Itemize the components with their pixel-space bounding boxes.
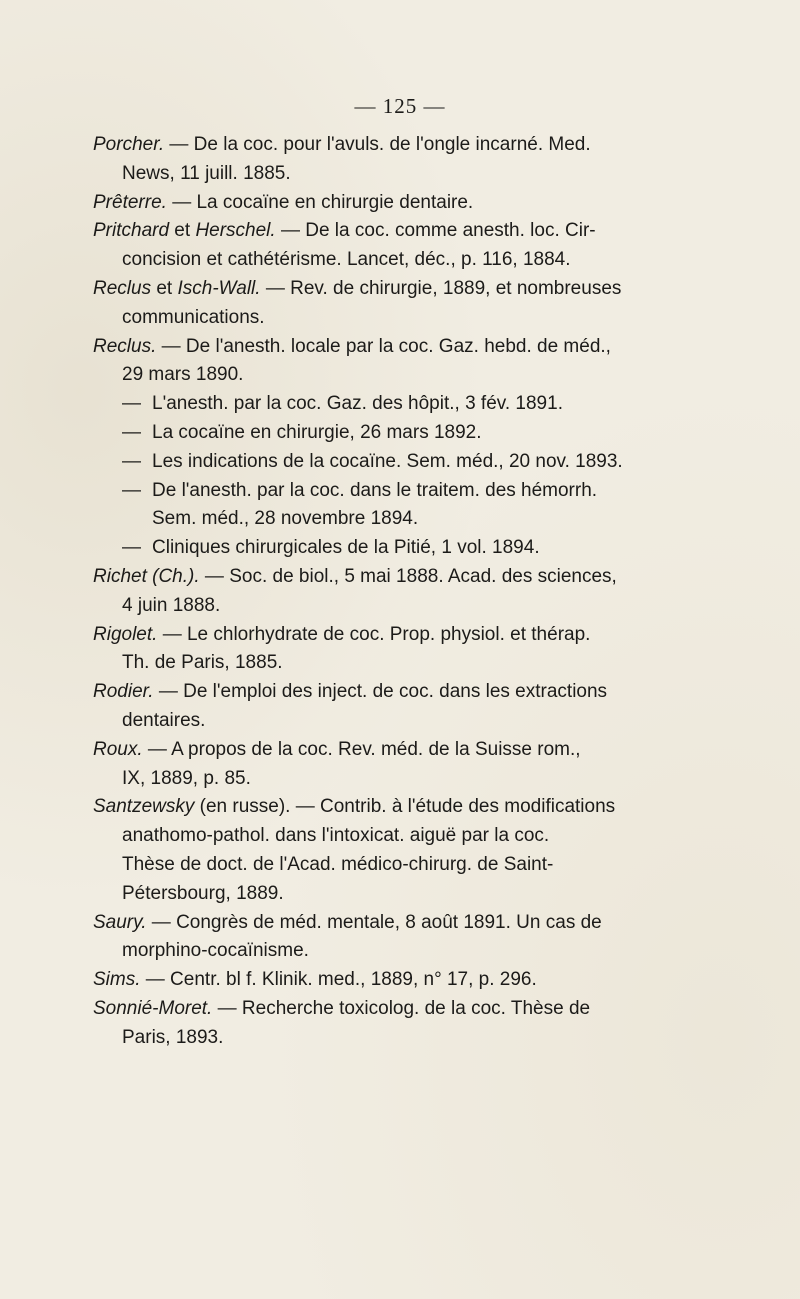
entry-text: — La cocaïne en chirurgie dentaire. <box>166 191 474 213</box>
bib-entry-ditto <box>93 390 733 419</box>
entry-text: anathomo-pathol. dans l'intoxicat. aiguë par la coc. <box>122 825 550 847</box>
entry-author: Saury. <box>93 911 147 933</box>
bib-entry-ditto <box>93 477 733 535</box>
entry-text: 4 juin 1888. <box>122 594 221 616</box>
bib-entry <box>93 909 733 967</box>
entry-text: IX, 1889, p. 85. <box>122 767 251 789</box>
bib-entry <box>93 621 733 679</box>
entry-text: morphino-cocaïnisme. <box>122 940 309 962</box>
entry-text: News, 11 juill. 1885. <box>122 162 291 184</box>
bib-entry <box>93 131 733 189</box>
entry-author: Sonnié-Moret. <box>93 997 213 1019</box>
entry-text: — Recherche toxicolog. de la coc. Thèse de <box>212 997 591 1019</box>
entry-author: Pritchard <box>93 220 170 242</box>
entry-text: Thèse de doct. de l'Acad. médico-chirurg. de Saint- <box>122 853 554 875</box>
entry-text: — Centr. bl f. Klinik. med., 1889, n° 17, p. 296. <box>140 969 537 991</box>
entry-text: Th. de Paris, 1885. <box>122 652 283 674</box>
entry-text: L'anesth. par la coc. Gaz. des hôpit., 3 fév. 1891. <box>152 393 563 415</box>
entry-author: Sims. <box>93 969 141 991</box>
ditto-dash: — <box>122 450 141 472</box>
entry-conjunction: et <box>151 277 178 299</box>
entry-author: Rodier. <box>93 681 154 703</box>
bib-entry-ditto <box>93 534 733 563</box>
entry-text: De l'anesth. par la coc. dans le traitem. des hémorrh. <box>152 479 598 501</box>
entry-author: Herschel. <box>195 220 276 242</box>
entry-text: — De la coc. comme anesth. loc. Cir- <box>275 220 596 242</box>
bib-entry <box>93 793 733 908</box>
bib-entry <box>93 217 733 275</box>
bibliography <box>93 131 733 1053</box>
entry-text: — De l'anesth. locale par la coc. Gaz. hebd. de méd., <box>156 335 611 357</box>
entry-text: communications. <box>122 306 265 328</box>
entry-conjunction: et <box>169 220 196 242</box>
bib-entry <box>93 995 733 1053</box>
entry-author: Reclus. <box>93 335 157 357</box>
entry-author: Reclus <box>93 277 152 299</box>
entry-text: Pétersbourg, 1889. <box>122 882 284 904</box>
entry-text: Cliniques chirurgicales de la Pitié, 1 vol. 1894. <box>152 537 540 559</box>
entry-text: — Le chlorhydrate de coc. Prop. physiol. et thérap. <box>157 623 591 645</box>
entry-text: 29 mars 1890. <box>122 364 244 386</box>
bib-entry-ditto <box>93 448 733 477</box>
entry-author: Rigolet. <box>93 623 158 645</box>
bib-entry <box>93 736 733 794</box>
entry-text: Paris, 1893. <box>122 1026 224 1048</box>
bib-entry <box>93 333 733 391</box>
entry-text: concision et cathétérisme. Lancet, déc., p. 116, 1884. <box>122 249 571 271</box>
entry-text: — De la coc. pour l'avuls. de l'ongle incarné. Med. <box>164 134 591 155</box>
bib-entry-ditto <box>93 419 733 448</box>
entry-text: Les indications de la cocaïne. Sem. méd., 20 nov. 1893. <box>152 450 623 472</box>
page-number: — 125 — <box>354 94 446 118</box>
entry-author: Santzewsky <box>93 796 195 818</box>
ditto-dash: — <box>122 537 141 559</box>
bib-entry <box>93 678 733 736</box>
entry-author: Isch-Wall. <box>177 277 261 299</box>
entry-author: Richet (Ch.). <box>93 565 200 587</box>
entry-author: Roux. <box>93 738 143 760</box>
entry-text: — De l'emploi des inject. de coc. dans les extractions <box>153 681 608 703</box>
entry-text: — Soc. de biol., 5 mai 1888. Acad. des sciences, <box>199 565 617 587</box>
ditto-dash: — <box>122 479 141 501</box>
entry-text: dentaires. <box>122 709 206 731</box>
bib-entry <box>93 563 733 621</box>
bib-entry <box>93 275 733 333</box>
entry-text: La cocaïne en chirurgie, 26 mars 1892. <box>152 421 482 443</box>
entry-text: Sem. méd., 28 novembre 1894. <box>152 508 419 530</box>
entry-author: Prêterre. <box>93 191 167 213</box>
entry-text: (en russe). — Contrib. à l'étude des modifications <box>194 796 616 818</box>
entry-text: — Congrès de méd. mentale, 8 août 1891. Un cas de <box>146 911 602 933</box>
ditto-dash: — <box>122 393 141 415</box>
entry-text: — Rev. de chirurgie, 1889, et nombreuses <box>260 277 622 299</box>
ditto-dash: — <box>122 421 141 443</box>
bib-entry <box>93 966 733 995</box>
entry-author: Porcher. <box>93 134 165 155</box>
bib-entry <box>93 189 733 218</box>
entry-text: — A propos de la coc. Rev. méd. de la Suisse rom., <box>142 738 581 760</box>
